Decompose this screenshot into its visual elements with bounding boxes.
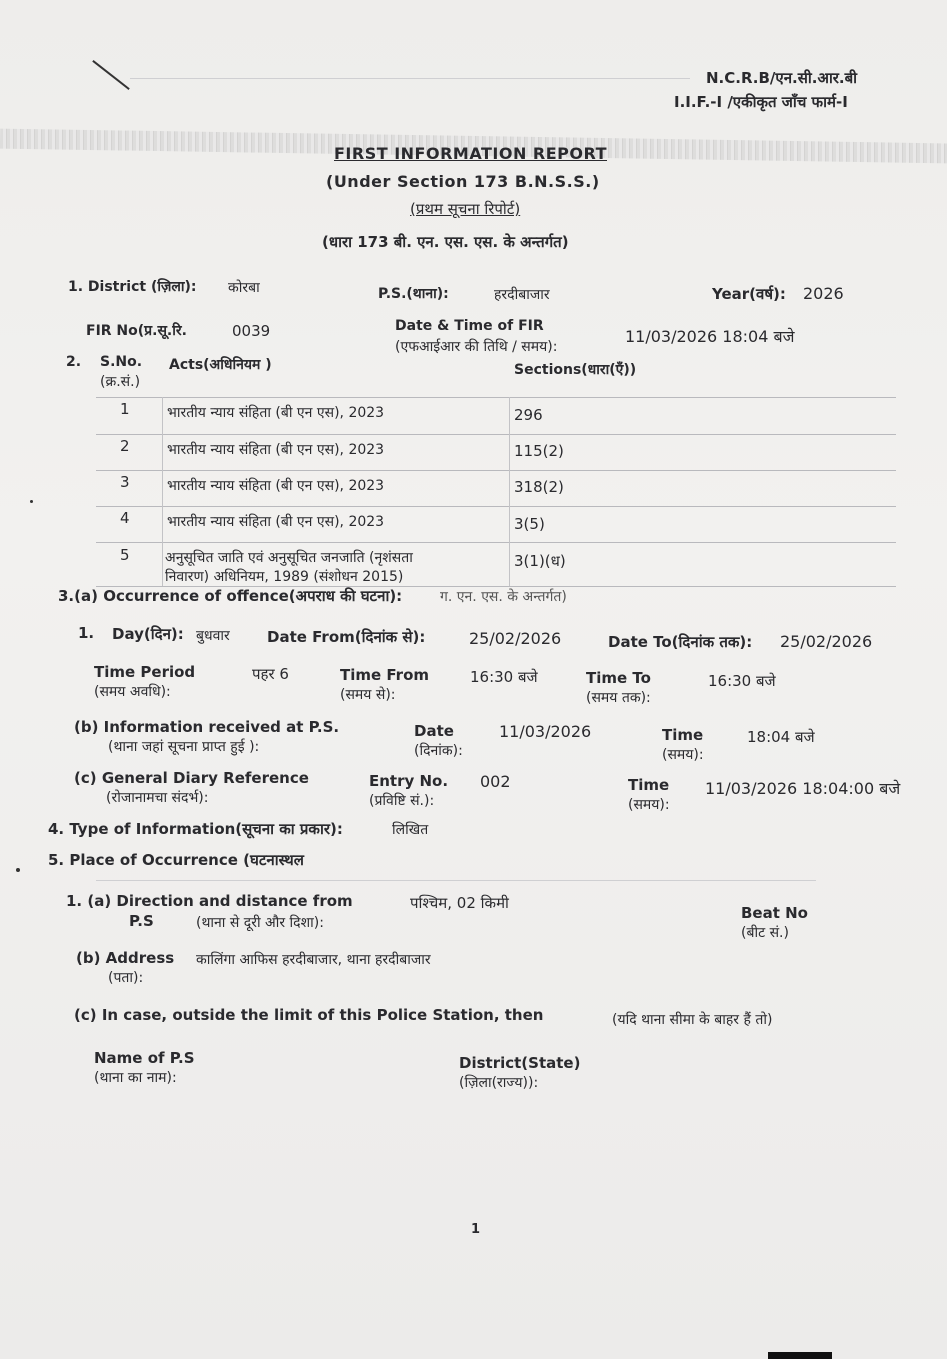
- row-act: भारतीय न्याय संहिता (बी एन एस), 2023: [167, 405, 385, 421]
- direction-distance-label: 1. (a) Direction and distance from: [66, 892, 353, 910]
- day-value: बुधवार: [196, 628, 230, 644]
- entry-no-label: Entry No.: [369, 772, 449, 790]
- ink-speck: [16, 868, 20, 872]
- info-received-label-hindi: (थाना जहां सूचना प्राप्त हुई ):: [108, 739, 260, 755]
- fir-no-label: FIR No(प्र.सू.रि.: [86, 323, 187, 339]
- type-of-information-label: 4. Type of Information(सूचना का प्रकार):: [48, 820, 343, 838]
- day-label: Day(दिन):: [112, 625, 184, 643]
- ps-name-label: Name of P.S: [94, 1049, 195, 1067]
- address-label-hindi: (पता):: [108, 970, 144, 986]
- district-state-label-hindi: (ज़िला(राज्य)):: [459, 1075, 539, 1091]
- row-section: 3(5): [514, 515, 545, 533]
- table-line: [96, 397, 896, 398]
- ncrb-label: N.C.R.B/एन.सी.आर.बी: [706, 69, 858, 87]
- sections-header: Sections(धारा(एँ)): [514, 362, 637, 378]
- date-from-value: 25/02/2026: [469, 629, 562, 648]
- time-to-label: Time To: [586, 669, 651, 687]
- gd-time-label: Time: [628, 776, 670, 794]
- ps-label: P.S.(थाना):: [378, 286, 449, 302]
- address-label: (b) Address: [76, 949, 175, 967]
- district-value: कोरबा: [228, 280, 260, 296]
- info-date-value: 11/03/2026: [499, 722, 592, 741]
- time-to-value: 16:30 बजे: [708, 672, 776, 690]
- table-line: [96, 470, 896, 471]
- table-column-line: [509, 397, 510, 586]
- time-period-value: पहर 6: [252, 665, 289, 683]
- row-act: अनुसूचित जाति एवं अनुसूचित जनजाति (नृशंसता: [165, 550, 413, 566]
- row-section: 296: [514, 406, 543, 424]
- gd-time-value: 11/03/2026 18:04:00 बजे: [705, 779, 901, 798]
- row-section: 115(2): [514, 442, 564, 460]
- gd-time-label-hindi: (समय):: [628, 797, 670, 813]
- direction-ps-label: P.S: [129, 912, 154, 930]
- beat-no-label-hindi: (बीट सं.): [741, 925, 789, 941]
- time-from-label-hindi: (समय से):: [340, 687, 396, 703]
- acts-section-number: 2.: [66, 354, 82, 370]
- fir-datetime-value: 11/03/2026 18:04 बजे: [625, 327, 795, 346]
- row-sno: 5: [120, 546, 130, 564]
- sno-header: S.No.: [100, 354, 143, 370]
- info-time-label-hindi: (समय):: [662, 747, 704, 763]
- occurrence-heading-tail: ग. एन. एस. के अन्तर्गत): [440, 589, 567, 605]
- gd-reference-label-hindi: (रोजानामचा संदर्भ):: [106, 790, 209, 806]
- time-from-label: Time From: [340, 666, 430, 684]
- direction-distance-value: पश्चिम, 02 किमी: [410, 894, 509, 912]
- table-line: [96, 434, 896, 435]
- entry-no-label-hindi: (प्रविष्टि सं.):: [369, 793, 435, 809]
- fir-datetime-label: Date & Time of FIR: [395, 318, 544, 334]
- table-column-line: [162, 397, 163, 586]
- time-period-label: Time Period: [94, 663, 196, 681]
- beat-no-label: Beat No: [741, 904, 808, 922]
- info-time-label: Time: [662, 726, 704, 744]
- ink-speck: [30, 500, 33, 503]
- info-date-label: Date: [414, 722, 454, 740]
- section-divider: [96, 880, 816, 881]
- sno-header-hindi: (क्र.सं.): [100, 374, 141, 390]
- fir-no-value: 0039: [232, 322, 271, 340]
- info-received-label: (b) Information received at P.S.: [74, 718, 340, 736]
- outside-limit-label-hindi: (यदि थाना सीमा के बाहर हैं तो): [612, 1012, 773, 1028]
- outside-limit-label: (c) In case, outside the limit of this Police Station, then: [74, 1006, 544, 1024]
- info-date-label-hindi: (दिनांक):: [414, 743, 463, 759]
- date-from-label: Date From(दिनांक से):: [267, 628, 426, 646]
- entry-no-value: 002: [480, 772, 511, 791]
- report-title: FIRST INFORMATION REPORT: [334, 144, 607, 163]
- iif-label: I.I.F.-I /एकीकृत जाँच फार्म-I: [674, 93, 848, 111]
- acts-header: Acts(अधिनियम ): [169, 357, 272, 373]
- under-section-hindi: (धारा 173 बी. एन. एस. एस. के अन्तर्गत): [322, 233, 569, 251]
- gd-reference-label: (c) General Diary Reference: [74, 769, 309, 787]
- header-line: [130, 78, 690, 79]
- table-line: [96, 506, 896, 507]
- year-label: Year(वर्ष):: [712, 285, 786, 303]
- row-act: भारतीय न्याय संहिता (बी एन एस), 2023: [167, 442, 385, 458]
- row-sno: 1: [120, 400, 130, 418]
- time-from-value: 16:30 बजे: [470, 668, 538, 686]
- date-to-value: 25/02/2026: [780, 632, 873, 651]
- row-sno: 4: [120, 509, 130, 527]
- district-state-label: District(State): [459, 1054, 581, 1072]
- info-time-value: 18:04 बजे: [747, 728, 815, 746]
- time-period-label-hindi: (समय अवधि):: [94, 684, 171, 700]
- black-redaction-bar: [768, 1352, 832, 1359]
- report-title-hindi: (प्रथम सूचना रिपोर्ट): [410, 200, 521, 218]
- time-to-label-hindi: (समय तक):: [586, 690, 651, 706]
- row-section: 3(1)(ध): [514, 552, 566, 570]
- page-number: 1: [471, 1222, 481, 1237]
- date-to-label: Date To(दिनांक तक):: [608, 633, 753, 651]
- pen-stroke-mark: [92, 60, 129, 90]
- direction-distance-label-hindi: (थाना से दूरी और दिशा):: [196, 915, 324, 931]
- table-line: [96, 542, 896, 543]
- row-sno: 3: [120, 473, 130, 491]
- row-act-continued: निवारण) अधिनियम, 1989 (संशोधन 2015): [165, 569, 404, 585]
- row-act: भारतीय न्याय संहिता (बी एन एस), 2023: [167, 478, 385, 494]
- place-of-occurrence-label: 5. Place of Occurrence (घटनास्थल: [48, 851, 304, 869]
- ps-value: हरदीबाजार: [494, 287, 550, 303]
- row-section: 318(2): [514, 478, 564, 496]
- row-sno: 2: [120, 437, 130, 455]
- row-act: भारतीय न्याय संहिता (बी एन एस), 2023: [167, 514, 385, 530]
- type-of-information-value: लिखित: [392, 822, 429, 838]
- district-label: 1. District (ज़िला):: [68, 279, 197, 295]
- ps-name-label-hindi: (थाना का नाम):: [94, 1070, 177, 1086]
- fir-datetime-label-hindi: (एफआईआर की तिथि / समय):: [395, 339, 558, 355]
- address-value: कालिंगा आफिस हरदीबाजार, थाना हरदीबाजार: [196, 952, 431, 968]
- occurrence-item-number: 1.: [78, 624, 95, 642]
- occurrence-heading: 3.(a) Occurrence of offence(अपराध की घटना):: [58, 587, 403, 605]
- year-value: 2026: [803, 284, 844, 303]
- under-section: (Under Section 173 B.N.S.S.): [326, 172, 600, 191]
